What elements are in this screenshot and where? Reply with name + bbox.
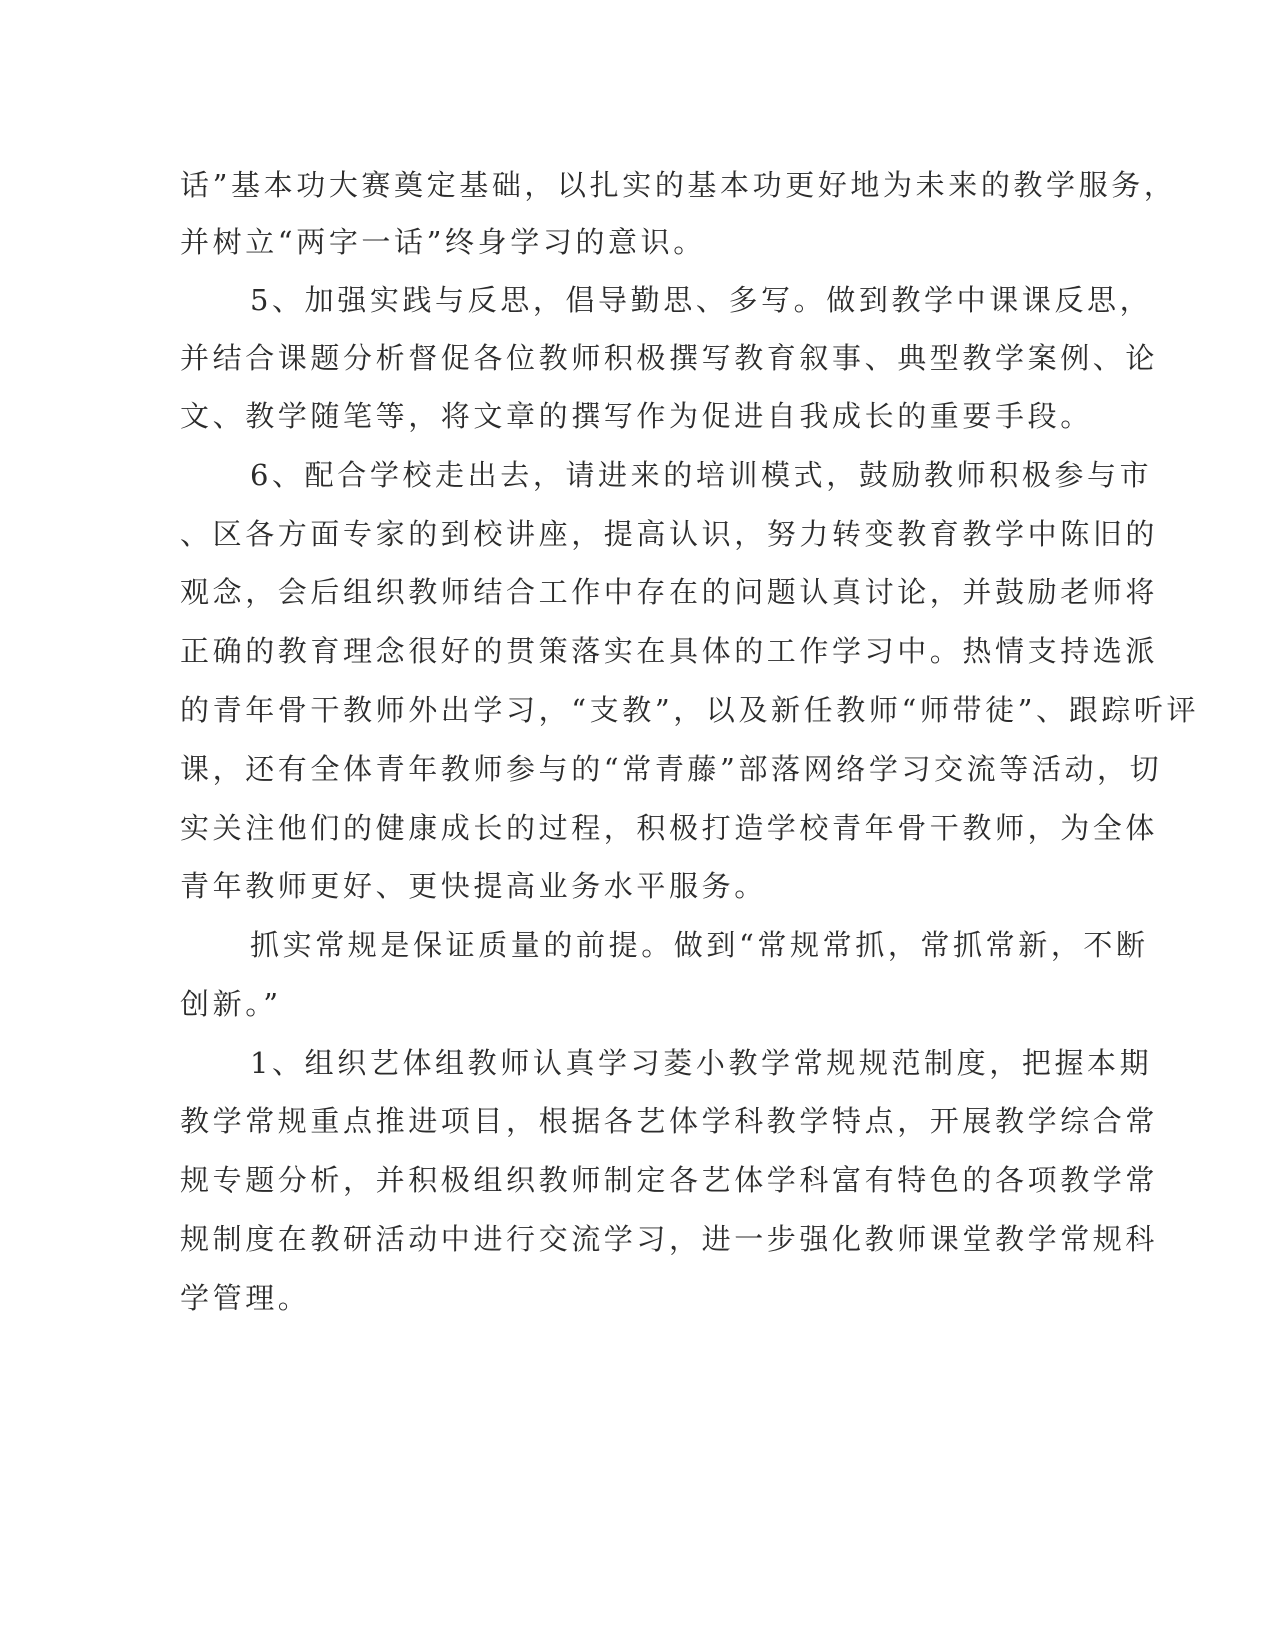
- text-line: 1、组织艺体组教师认真学习菱小教学常规规范制度，把握本期: [250, 1046, 1153, 1080]
- text-line: 规制度在教研活动中进行交流学习，进一步强化教师课堂教学常规科: [180, 1222, 1159, 1256]
- text-line: 话”基本功大赛奠定基础，以扎实的基本功更好地为未来的教学服务，: [180, 168, 1177, 202]
- text-line: 实关注他们的健康成长的过程，积极打造学校青年骨干教师，为全体: [180, 811, 1159, 845]
- text-line: 的青年骨干教师外出学习，“支教”，以及新任教师“师带徒”、跟踪听评: [180, 693, 1200, 727]
- text-line: 、区各方面专家的到校讲座，提高认识，努力转变教育教学中陈旧的: [180, 517, 1159, 551]
- text-line: 教学常规重点推进项目，根据各艺体学科教学特点，开展教学综合常: [180, 1104, 1159, 1138]
- text-line: 创新。”: [180, 987, 282, 1021]
- text-line: 并树立“两字一话”终身学习的意识。: [180, 225, 706, 259]
- text-line: 正确的教育理念很好的贯策落实在具体的工作学习中。热情支持选派: [180, 634, 1159, 668]
- text-line: 课，还有全体青年教师参与的“常青藤”部落网络学习交流等活动，切: [180, 752, 1163, 786]
- text-line: 观念，会后组织教师结合工作中存在的问题认真讨论，并鼓励老师将: [180, 575, 1159, 609]
- text-line: 青年教师更好、更快提高业务水平服务。: [180, 869, 767, 903]
- text-line: 文、教学随笔等，将文章的撰写作为促进自我成长的重要手段。: [180, 399, 1093, 433]
- text-line: 5、加强实践与反思，倡导勤思、多写。做到教学中课课反思，: [250, 283, 1153, 317]
- text-line: 学管理。: [180, 1281, 311, 1315]
- text-line: 规专题分析，并积极组织教师制定各艺体学科富有特色的各项教学常: [180, 1163, 1159, 1197]
- text-line: 抓实常规是保证质量的前提。做到“常规常抓，常抓常新，不断: [250, 928, 1149, 962]
- text-line: 并结合课题分析督促各位教师积极撰写教育叙事、典型教学案例、论: [180, 341, 1159, 375]
- text-line: 6、配合学校走出去，请进来的培训模式，鼓励教师积极参与市: [250, 458, 1153, 492]
